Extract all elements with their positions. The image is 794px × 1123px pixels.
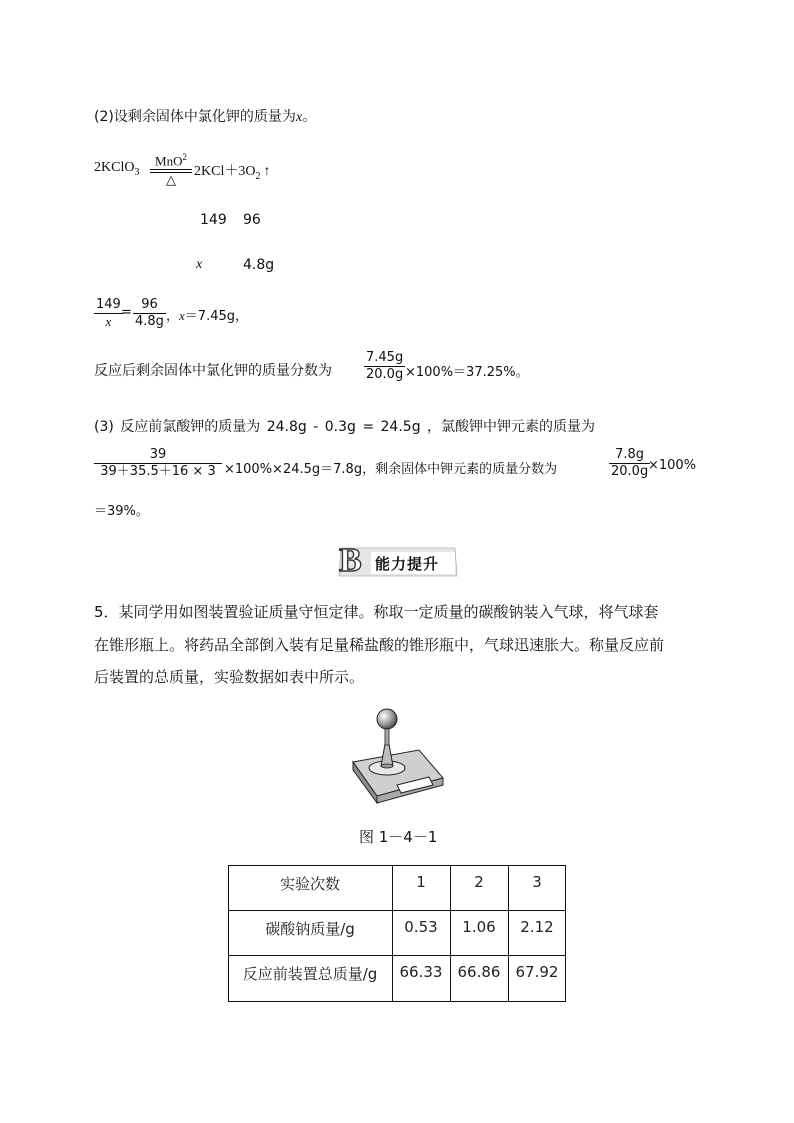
proportion-equals: = (121, 305, 132, 320)
balance-illustration (345, 700, 455, 810)
proportion-right-numerator: 96 (133, 297, 166, 314)
question5-line1: 5．某同学用如图装置验证质量守恒定律。称取一定质量的碳酸钠装入气球，将气球套 (94, 603, 659, 621)
part2-intro-text: (2)设剩余固体中氯化钾的质量为 (94, 109, 296, 125)
question5-line3: 后装置的总质量，实验数据如表中所示。 (94, 668, 365, 686)
table-header-trial: 实验次数 (279, 875, 340, 893)
balloon (377, 709, 397, 729)
table-header-1: 1 (416, 873, 426, 891)
product2-subscript: 2 (255, 170, 261, 182)
part3-line1: (3) 反应前氯酸钾的质量为 24.8g - 0.3g = 24.5g ，氯酸钾中钾元素的质量为 (94, 419, 596, 435)
table-cell: 66.33 (399, 963, 443, 981)
potassium-denominator: 39＋35.5＋16 × 3 (100, 464, 216, 479)
catalyst-superscript: 2 (182, 152, 187, 162)
reaction-equation (94, 160, 139, 178)
reaction-condition (150, 150, 192, 187)
potassium-fraction (94, 447, 222, 480)
table-row-label: 反应前装置总质量/g (242, 965, 378, 983)
section-letter-b: B (339, 542, 362, 579)
ratio-x: x (196, 257, 203, 272)
flask-body (381, 744, 393, 766)
part3-tail: ×100% (648, 458, 697, 473)
proportion-left-numerator: 149 (96, 297, 121, 312)
section-header (337, 542, 459, 579)
mass-fraction-text: 反应后剩余固体中氯化钾的质量分数为 (94, 363, 332, 379)
proportion-left-fraction (94, 297, 123, 330)
mass-fraction-fraction (364, 350, 405, 383)
reactant: 2KClO (94, 160, 135, 175)
proportion-right-fraction (133, 297, 166, 330)
part3-middle: ×100%×24.5g＝7.8g，剩余固体中钾元素的质量分数为 (224, 462, 558, 477)
proportion-right-denominator: 4.8g (135, 314, 164, 329)
result-x: x (179, 308, 185, 323)
table-cell: 0.53 (404, 918, 438, 936)
question5-line2: 在锥形瓶上。将药品全部倒入装有足量稀盐酸的锥形瓶中，气球迅速胀大。称量反应前 (94, 636, 665, 654)
ratio-149: 149 (200, 212, 227, 228)
part3-line3: ＝39%。 (94, 504, 149, 519)
mass-fraction-denominator: 20.0g (366, 367, 404, 382)
catalyst: MnO (155, 153, 183, 169)
table-border-top (228, 865, 566, 866)
reactant-subscript: 3 (134, 166, 140, 178)
table-cell: 66.86 (457, 963, 501, 981)
proportion-left-denominator: x (105, 314, 112, 329)
figure-caption: 图 1－4－1 (359, 828, 438, 846)
ratio-96: 96 (243, 212, 261, 228)
flask-neck (385, 728, 389, 745)
result-prefix: ， (166, 309, 180, 324)
remaining-k-numerator: 7.8g (609, 447, 650, 464)
remaining-k-denominator: 20.0g (611, 464, 649, 479)
table-header-2: 2 (474, 873, 484, 891)
proportion-result (166, 305, 248, 324)
table-header-3: 3 (532, 873, 542, 891)
remaining-k-fraction (609, 447, 650, 480)
part2-intro (94, 106, 316, 126)
reaction-products (194, 160, 270, 182)
var-x: x (295, 110, 303, 125)
result-value: ＝7.45g， (184, 309, 248, 324)
table-cell: 1.06 (462, 918, 496, 936)
data-table (228, 865, 566, 1002)
product1: 2KCl＋3O (194, 164, 256, 179)
balance-figure (345, 700, 455, 810)
mass-fraction-tail: ×100%＝37.25%。 (405, 365, 529, 380)
flask-bottom (381, 764, 393, 768)
table-cell: 2.12 (520, 918, 554, 936)
table-row-divider-2 (228, 955, 566, 956)
table-row-label: 碳酸钠质量/g (265, 920, 355, 938)
ratio-4-8g: 4.8g (243, 257, 275, 273)
table-border-bottom (228, 1001, 566, 1002)
heat-symbol: △ (166, 172, 176, 188)
potassium-numerator: 39 (94, 447, 222, 464)
section-title: 能力提升 (375, 555, 440, 573)
table-row-divider-1 (228, 910, 566, 911)
part2-intro-end: 。 (302, 109, 317, 125)
gas-arrow: ↑ (263, 164, 271, 179)
mass-fraction-numerator: 7.45g (366, 350, 404, 365)
table-cell: 67.92 (515, 963, 559, 981)
